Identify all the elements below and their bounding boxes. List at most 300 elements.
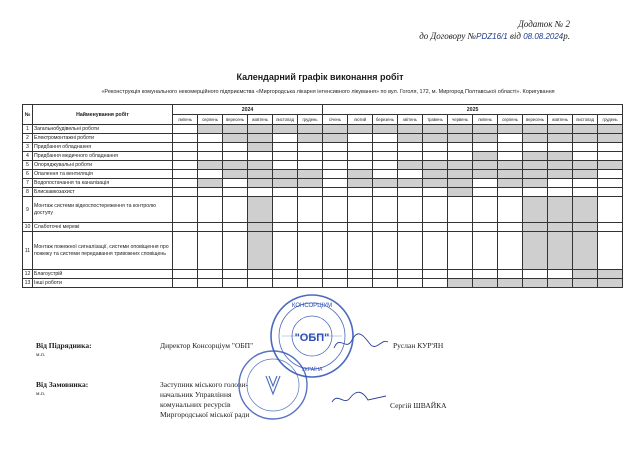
schedule-cell (398, 270, 423, 279)
schedule-cell (523, 188, 548, 197)
schedule-cell (548, 134, 573, 143)
schedule-cell (298, 179, 323, 188)
schedule-cell (298, 197, 323, 223)
schedule-cell (573, 125, 598, 134)
schedule-cell (498, 279, 523, 288)
row-number: 9 (23, 197, 33, 223)
schedule-cell (223, 270, 248, 279)
schedule-cell (473, 152, 498, 161)
schedule-cell (473, 161, 498, 170)
schedule-cell (473, 223, 498, 232)
schedule-cell (548, 188, 573, 197)
schedule-cell (498, 143, 523, 152)
schedule-cell (448, 134, 473, 143)
schedule-cell (448, 161, 473, 170)
schedule-cell (423, 179, 448, 188)
schedule-cell (223, 223, 248, 232)
schedule-cell (598, 270, 623, 279)
row-number: 8 (23, 188, 33, 197)
schedule-table (22, 104, 623, 288)
schedule-cell (373, 143, 398, 152)
schedule-cell (498, 179, 523, 188)
schedule-cell (223, 279, 248, 288)
schedule-cell (373, 279, 398, 288)
work-name: Слаботочні мережі (33, 223, 173, 232)
schedule-cell (298, 279, 323, 288)
schedule-cell (573, 179, 598, 188)
schedule-cell (548, 125, 573, 134)
month-header: вересень (523, 115, 548, 125)
schedule-cell (198, 152, 223, 161)
customer-mp: м.п. (36, 391, 46, 397)
schedule-cell (473, 197, 498, 223)
schedule-cell (448, 232, 473, 270)
schedule-cell (273, 143, 298, 152)
work-name: Придбання обладнання (33, 143, 173, 152)
schedule-cell (248, 179, 273, 188)
schedule-cell (173, 161, 198, 170)
schedule-cell (298, 188, 323, 197)
schedule-cell (348, 223, 373, 232)
schedule-cell (273, 179, 298, 188)
schedule-cell (473, 179, 498, 188)
schedule-cell (248, 232, 273, 270)
schedule-cell (323, 134, 348, 143)
schedule-cell (223, 152, 248, 161)
schedule-row (23, 223, 623, 232)
schedule-cell (398, 179, 423, 188)
customer-position: Заступник міського голови- начальник Управління комунальних ресурсів Миргородської міської ради (160, 380, 250, 419)
schedule-cell (298, 232, 323, 270)
schedule-cell (498, 170, 523, 179)
schedule-cell (373, 179, 398, 188)
schedule-cell (548, 152, 573, 161)
row-number: 4 (23, 152, 33, 161)
schedule-cell (548, 197, 573, 223)
schedule-cell (223, 188, 248, 197)
schedule-cell (523, 179, 548, 188)
schedule-cell (273, 197, 298, 223)
schedule-cell (423, 279, 448, 288)
schedule-cell (398, 279, 423, 288)
project-subtitle: «Реконструкція комунального некомерційного підприємства «Миргородська лікарня інтенсивного лікування» по вул. Гоголя, 172, м. Миргород Полтавської області». Коригування (101, 89, 555, 95)
schedule-cell (598, 161, 623, 170)
schedule-cell (298, 134, 323, 143)
month-header: вересень (223, 115, 248, 125)
schedule-cell (473, 170, 498, 179)
schedule-cell (598, 188, 623, 197)
schedule-cell (348, 279, 373, 288)
schedule-cell (523, 279, 548, 288)
schedule-cell (523, 232, 548, 270)
schedule-cell (273, 161, 298, 170)
schedule-cell (223, 170, 248, 179)
customer-name: Сергій ШВАЙКА (390, 401, 447, 410)
schedule-cell (598, 152, 623, 161)
month-header: серпень (198, 115, 223, 125)
work-name: Інші роботи (33, 279, 173, 288)
schedule-cell (248, 161, 273, 170)
col-name-header: Найменування робіт (33, 105, 173, 125)
schedule-cell (398, 188, 423, 197)
schedule-cell (598, 279, 623, 288)
contractor-mp: м.п. (36, 352, 46, 358)
schedule-cell (498, 188, 523, 197)
schedule-cell (448, 188, 473, 197)
schedule-cell (348, 270, 373, 279)
month-header: грудень (298, 115, 323, 125)
schedule-cell (598, 179, 623, 188)
schedule-cell (498, 270, 523, 279)
work-name: Опалення та вентиляція (33, 170, 173, 179)
contractor-name: Руслан КУР'ЯН (393, 341, 444, 350)
work-name: Монтаж системи відеоспостереження та контролю доступу (33, 197, 173, 223)
schedule-cell (398, 125, 423, 134)
schedule-cell (598, 143, 623, 152)
schedule-cell (598, 197, 623, 223)
schedule-cell (273, 134, 298, 143)
schedule-cell (398, 134, 423, 143)
schedule-cell (348, 170, 373, 179)
schedule-cell (448, 270, 473, 279)
schedule-cell (373, 188, 398, 197)
schedule-cell (348, 152, 373, 161)
customer-stamp (236, 348, 310, 422)
month-header: грудень (598, 115, 623, 125)
schedule-cell (273, 188, 298, 197)
schedule-cell (598, 232, 623, 270)
schedule-cell (223, 125, 248, 134)
schedule-cell (373, 161, 398, 170)
schedule-cell (548, 170, 573, 179)
row-number: 12 (23, 270, 33, 279)
schedule-cell (598, 134, 623, 143)
contractor-label: Від Підрядника: (36, 341, 92, 350)
schedule-cell (248, 134, 273, 143)
schedule-cell (373, 152, 398, 161)
schedule-cell (173, 152, 198, 161)
schedule-cell (423, 188, 448, 197)
schedule-cell (473, 279, 498, 288)
month-header: листопад (573, 115, 598, 125)
schedule-cell (198, 170, 223, 179)
schedule-cell (198, 232, 223, 270)
schedule-cell (523, 170, 548, 179)
work-name: Водопостачання та каналізація (33, 179, 173, 188)
schedule-cell (398, 197, 423, 223)
schedule-cell (323, 152, 348, 161)
schedule-cell (198, 197, 223, 223)
schedule-cell (223, 161, 248, 170)
schedule-cell (423, 143, 448, 152)
schedule-cell (273, 125, 298, 134)
schedule-cell (248, 223, 273, 232)
row-number: 3 (23, 143, 33, 152)
year-header-2025: 2025 (323, 105, 623, 115)
row-number: 6 (23, 170, 33, 179)
schedule-cell (323, 143, 348, 152)
month-header: квітень (398, 115, 423, 125)
schedule-row (23, 179, 623, 188)
contract-reference: до Договору №PDZ16/1 від 08.08.2024р. (419, 31, 570, 41)
schedule-cell (448, 179, 473, 188)
schedule-cell (423, 223, 448, 232)
schedule-cell (348, 197, 373, 223)
schedule-cell (423, 270, 448, 279)
schedule-cell (348, 179, 373, 188)
schedule-cell (273, 232, 298, 270)
schedule-cell (173, 143, 198, 152)
schedule-cell (423, 170, 448, 179)
schedule-cell (373, 270, 398, 279)
schedule-cell (248, 279, 273, 288)
schedule-row (23, 134, 623, 143)
schedule-cell (323, 179, 348, 188)
schedule-cell (223, 179, 248, 188)
schedule-cell (223, 232, 248, 270)
month-header: травень (423, 115, 448, 125)
schedule-cell (498, 232, 523, 270)
col-number-header: № (23, 105, 33, 125)
row-number: 1 (23, 125, 33, 134)
row-number: 13 (23, 279, 33, 288)
schedule-cell (298, 161, 323, 170)
schedule-cell (323, 197, 348, 223)
schedule-cell (473, 134, 498, 143)
schedule-cell (448, 152, 473, 161)
schedule-cell (273, 152, 298, 161)
schedule-cell (223, 143, 248, 152)
contract-number: PDZ16/1 (476, 32, 508, 41)
month-header: жовтень (548, 115, 573, 125)
schedule-cell (348, 188, 373, 197)
schedule-cell (198, 134, 223, 143)
schedule-cell (323, 125, 348, 134)
schedule-cell (198, 161, 223, 170)
month-header: лютий (348, 115, 373, 125)
schedule-cell (323, 188, 348, 197)
schedule-cell (423, 197, 448, 223)
schedule-cell (273, 223, 298, 232)
schedule-cell (173, 197, 198, 223)
schedule-cell (573, 152, 598, 161)
row-number: 7 (23, 179, 33, 188)
row-number: 2 (23, 134, 33, 143)
schedule-cell (598, 125, 623, 134)
work-name: Електромонтажні роботи (33, 134, 173, 143)
document-title: Календарний графік виконання робіт (236, 72, 404, 82)
month-header: серпень (498, 115, 523, 125)
schedule-cell (573, 197, 598, 223)
schedule-cell (348, 143, 373, 152)
schedule-cell (298, 143, 323, 152)
schedule-cell (248, 197, 273, 223)
schedule-cell (448, 170, 473, 179)
schedule-cell (448, 279, 473, 288)
schedule-cell (523, 223, 548, 232)
work-name: Монтаж пожежної сигналізації, системи оповіщення про пожежу та системи передавання тривожних сповіщень (33, 232, 173, 270)
month-header: липень (473, 115, 498, 125)
schedule-cell (473, 270, 498, 279)
schedule-cell (548, 179, 573, 188)
schedule-cell (173, 125, 198, 134)
row-number: 10 (23, 223, 33, 232)
schedule-cell (498, 134, 523, 143)
schedule-cell (548, 232, 573, 270)
month-header: березень (373, 115, 398, 125)
schedule-row (23, 188, 623, 197)
schedule-cell (173, 279, 198, 288)
schedule-row (23, 279, 623, 288)
schedule-cell (198, 188, 223, 197)
schedule-cell (173, 188, 198, 197)
schedule-cell (523, 270, 548, 279)
row-number: 5 (23, 161, 33, 170)
month-header: жовтень (248, 115, 273, 125)
schedule-cell (198, 279, 223, 288)
schedule-cell (548, 270, 573, 279)
work-name: Загальнобудівельні роботи (33, 125, 173, 134)
schedule-cell (323, 223, 348, 232)
schedule-cell (423, 161, 448, 170)
schedule-cell (248, 188, 273, 197)
month-header: листопад (273, 115, 298, 125)
schedule-cell (298, 270, 323, 279)
schedule-cell (223, 197, 248, 223)
schedule-cell (548, 161, 573, 170)
schedule-cell (298, 125, 323, 134)
schedule-cell (523, 143, 548, 152)
work-name: Благоустрій (33, 270, 173, 279)
schedule-cell (398, 223, 423, 232)
schedule-cell (173, 134, 198, 143)
year-header-2024: 2024 (173, 105, 323, 115)
schedule-cell (523, 152, 548, 161)
schedule-cell (398, 143, 423, 152)
schedule-cell (423, 152, 448, 161)
stamp-top-text: КОНСОРЦІУМ (291, 303, 333, 309)
schedule-cell (173, 223, 198, 232)
schedule-cell (248, 143, 273, 152)
schedule-cell (498, 152, 523, 161)
work-name: Опоряджувальні роботи (33, 161, 173, 170)
schedule-cell (573, 188, 598, 197)
schedule-cell (323, 279, 348, 288)
schedule-row (23, 197, 623, 223)
schedule-cell (348, 161, 373, 170)
schedule-cell (573, 143, 598, 152)
schedule-cell (523, 161, 548, 170)
schedule-row (23, 125, 623, 134)
schedule-cell (373, 197, 398, 223)
schedule-cell (498, 223, 523, 232)
schedule-cell (323, 170, 348, 179)
schedule-cell (598, 170, 623, 179)
schedule-cell (373, 125, 398, 134)
schedule-cell (398, 232, 423, 270)
schedule-cell (473, 125, 498, 134)
schedule-cell (448, 197, 473, 223)
stamp-center-text: "ОБП" (294, 332, 330, 344)
schedule-cell (573, 270, 598, 279)
schedule-cell (573, 279, 598, 288)
schedule-cell (348, 125, 373, 134)
schedule-cell (198, 223, 223, 232)
customer-label: Від Замовника: (36, 380, 89, 389)
work-name: Блискавкозахист (33, 188, 173, 197)
schedule-cell (173, 232, 198, 270)
schedule-cell (298, 170, 323, 179)
schedule-cell (398, 170, 423, 179)
schedule-row (23, 270, 623, 279)
month-header: липень (173, 115, 198, 125)
schedule-cell (548, 223, 573, 232)
month-header: січень (323, 115, 348, 125)
schedule-cell (523, 197, 548, 223)
schedule-cell (248, 125, 273, 134)
schedule-cell (398, 152, 423, 161)
schedule-cell (498, 125, 523, 134)
customer-signature (330, 386, 390, 410)
schedule-cell (473, 232, 498, 270)
schedule-cell (598, 223, 623, 232)
schedule-cell (348, 134, 373, 143)
schedule-cell (273, 279, 298, 288)
schedule-cell (523, 125, 548, 134)
schedule-cell (448, 125, 473, 134)
schedule-cell (273, 270, 298, 279)
schedule-row (23, 170, 623, 179)
month-header: червень (448, 115, 473, 125)
schedule-row (23, 161, 623, 170)
schedule-cell (573, 223, 598, 232)
schedule-cell (373, 170, 398, 179)
schedule-cell (198, 143, 223, 152)
schedule-cell (248, 170, 273, 179)
schedule-cell (198, 179, 223, 188)
schedule-cell (173, 270, 198, 279)
schedule-cell (248, 270, 273, 279)
schedule-cell (573, 161, 598, 170)
schedule-cell (523, 134, 548, 143)
schedule-cell (423, 134, 448, 143)
schedule-cell (448, 223, 473, 232)
work-name: Придбання медичного обладнання (33, 152, 173, 161)
schedule-cell (448, 143, 473, 152)
document-header (419, 18, 570, 43)
schedule-cell (198, 270, 223, 279)
schedule-row (23, 232, 623, 270)
schedule-cell (373, 232, 398, 270)
schedule-cell (173, 179, 198, 188)
schedule-cell (223, 134, 248, 143)
schedule-cell (173, 170, 198, 179)
schedule-cell (473, 188, 498, 197)
schedule-cell (298, 152, 323, 161)
schedule-cell (498, 161, 523, 170)
row-number: 11 (23, 232, 33, 270)
schedule-cell (573, 134, 598, 143)
schedule-cell (373, 134, 398, 143)
schedule-cell (323, 161, 348, 170)
schedule-cell (473, 143, 498, 152)
contract-date: 08.08.2024 (523, 32, 564, 41)
schedule-cell (373, 223, 398, 232)
schedule-cell (273, 170, 298, 179)
schedule-cell (548, 279, 573, 288)
schedule-cell (298, 223, 323, 232)
schedule-cell (323, 270, 348, 279)
